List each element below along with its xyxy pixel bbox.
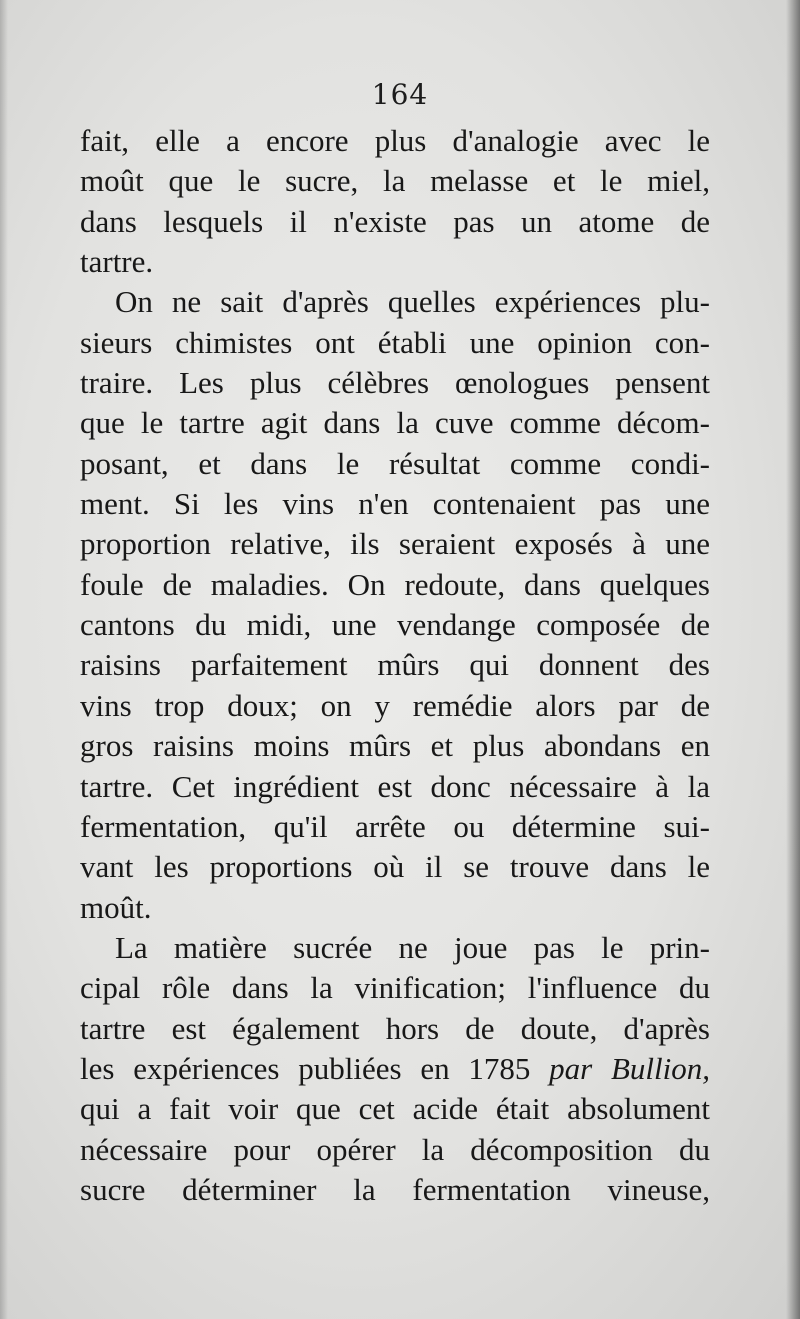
text-line: tartre.: [80, 244, 154, 280]
text-line: La matière sucrée ne joue pas le prin-: [115, 929, 710, 965]
text-line: posant, et dans le résultat comme condi-: [80, 445, 710, 481]
text-line: sucre déterminer la fermentation vineuse,: [80, 1171, 710, 1207]
text-line: nécessaire pour opérer la décomposition du: [80, 1131, 710, 1167]
page-number: 164: [371, 78, 429, 111]
text-line: qui a fait voir que cet acide était absolument: [80, 1091, 710, 1127]
text-line: raisins parfaitement mûrs qui donnent des: [80, 647, 710, 683]
text-line: cipal rôle dans la vinification; l'influence du: [80, 970, 710, 1006]
text-line: fermentation, qu'il arrête ou détermine sui-: [80, 808, 710, 844]
text-line-with-citation: [80, 1049, 710, 1089]
text-line: fait, elle a encore plus d'analogie avec le: [80, 123, 710, 158]
body-text: [80, 121, 710, 1210]
text-line: ment. Si les vins n'en contenaient pas une: [80, 486, 710, 522]
text-line: moût.: [80, 889, 152, 925]
text-line: dans lesquels il n'existe pas un atome de: [80, 203, 710, 239]
text-line: foule de maladies. On redoute, dans quelques: [80, 566, 710, 602]
text-line: On ne sait d'après quelles expériences plu-: [115, 284, 710, 320]
text-line: traire. Les plus célèbres œnologues pensent: [80, 365, 710, 401]
citation-author: par Bullion,: [549, 1050, 710, 1086]
text-line: gros raisins moins mûrs et plus abondans en: [80, 728, 710, 764]
text-line: proportion relative, ils seraient exposés à une: [80, 526, 710, 562]
text-line: vant les proportions où il se trouve dans le: [80, 849, 710, 885]
text-line: tartre est également hors de doute, d'après: [80, 1010, 710, 1046]
text-fragment: les expériences publiées en 1785: [80, 1050, 550, 1086]
text-line: sieurs chimistes ont établi une opinion con-: [80, 324, 710, 360]
page-left-shadow: [0, 0, 8, 1319]
text-line: cantons du midi, une vendange composée de: [80, 607, 710, 643]
text-line: tartre. Cet ingrédient est donc nécessaire à la: [80, 768, 710, 804]
text-line: vins trop doux; on y remédie alors par de: [80, 687, 710, 723]
text-line: moût que le sucre, la melasse et le miel,: [80, 163, 710, 199]
page-right-shadow: [786, 0, 800, 1319]
text-line: que le tartre agit dans la cuve comme décom-: [80, 405, 710, 441]
